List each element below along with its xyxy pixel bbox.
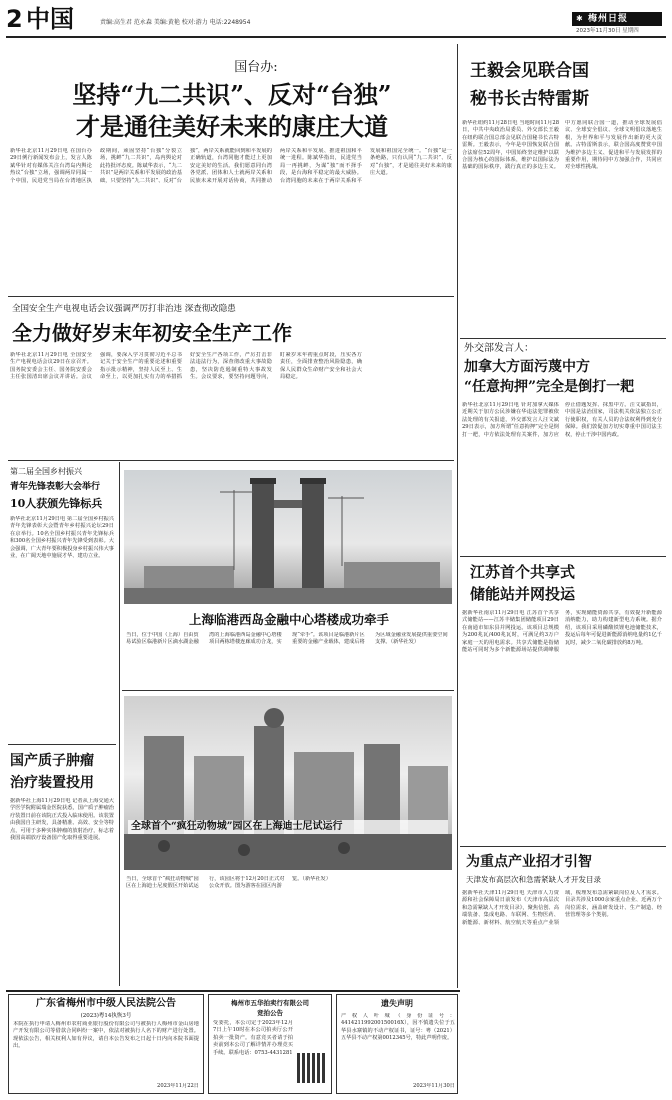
column-divider [119,462,120,986]
divider [460,846,666,847]
masthead-rule [6,36,666,38]
zhongliu-body: 据新华社上海11月29日电 记者从上海交通大学医学院附属瑞金医院获悉，国产质子肿瘤治疗装置日前在该院正式投入临床使用。该装置由我国自主研发，具备精准、高效、安全等特点，可用于多种实体肿瘤的放射治疗，标志着我国高端放疗设备国产化取得重要进展。 [10,798,114,842]
qr-code-icon [297,1053,327,1083]
divider [460,556,666,557]
auction-notice-body: 受委托，本公司定于2023年12月7日上午10时在本公司拍卖厅公开拍卖一批资产。有意竞买者请于拍卖前到本公司了解详情并办理竞买手续。联系电话：0753-4431281 [213,1020,293,1056]
newspaper-logo: 梅州日报 [588,14,629,24]
wangyi-headline-1: 王毅会见联合国 [470,61,589,81]
theme-park-icon [124,696,452,870]
photo1-title: 上海临港西岛金融中心塔楼成功牵手 [188,612,389,627]
divider [122,690,454,691]
qingnian-body: 新华社北京11月29日电 第二届全国乡村振兴青年先锋表彰大会暨青年乡村振兴论坛29日在京举行。10名全国乡村振兴青年先锋标兵和300名全国乡村振兴青年先锋受到表彰。大会强调，广大青年要积极投身乡村振兴伟大事业，在广阔天地中施展才华、建功立业。 [10,516,114,560]
wangyi-body: 新华社纽约11月28日电 当地时间11月28日，中共中央政治局委员、外交部长王毅在纽约联合国总部会见联合国秘书长古特雷斯。王毅表示，今年是中国恢复联合国合法席位52周年，中国始终坚定维护以联合国为核心的国际体系，维护以国际法为基础的国际秩序，践行真正的多边主义。中方愿同联合国一道，推动全球发展倡议、全球安全倡议、全球文明倡议落地生根，为世界和平与发展作出新的更大贡献。古特雷斯表示，联合国高度赞赏中国为维护多边主义、促进和平与发展发挥的重要作用，期待同中方加强合作，共同应对全球性挑战。 [462,120,662,171]
lost-notice [336,994,458,1094]
court-notice-body: 本院在执行申请人梅州市农村商业银行股份有限公司与被执行人梅州市金山房地产开发有限公司等借款合同纠纷一案中，依法对被执行人名下的财产进行处置。现依法公告，相关权利人如有异议，请自本公告发布之日起十日内向本院书面提出。 [13,1021,199,1050]
finance-tower-icon [124,470,452,604]
photo2-caption: 当日，全球首个“疯狂动物城”园区在上海迪士尼度假区开始试运行，该园区将于12月20日正式对公众开放。图为游客在园区内游览。（新华社发） [126,876,331,890]
lead-headline-1: 坚持“九二共识”、反对“台独” [72,80,392,109]
ads-rule [6,990,460,992]
zhaocai-subtitle: 天津发布高层次和急需紧缺人才开发目录 [466,875,601,884]
lost-notice-title: 遗失声明 [381,999,413,1008]
finance-tower-photo [124,470,452,604]
court-notice-number: (2023)粤14执恢3号 [80,1013,132,1019]
waijiao-kicker: 外交部发言人： [464,343,534,354]
jiangsu-headline-2: 储能站并网投运 [470,585,576,603]
lead-headline-2: 才是通往美好未来的康庄大道 [76,112,388,141]
divider [8,460,454,461]
waijiao-body: 新华社北京11月29日电 针对加拿大媒体近期关于加方公民涉嫌在华违法犯罪被依法处理的有关报道，外交部发言人汪文斌29日表示，加方所谓“任意拘押”完全是倒打一耙，中方依法处理有关案件，加方应停止借题发挥、抹黑中方。汪文斌指出，中国是法治国家，司法机关依法独立公正行使职权，有关人员的合法权利得到充分保障。我们敦促加方切实尊重中国司法主权，停止干涉中国内政。 [462,402,662,438]
zhongliu-headline-2: 治疗装置投用 [10,775,94,791]
section-title: 中国 [26,4,74,33]
lead-body: 新华社北京11月29日电 在国台办29日例行新闻发布会上，发言人陈斌华针对有媒体关注台湾岛内舆论热议“台独”立场，强调两岸同属一个中国，民进党当局在台湾地区执政期间，顽固坚持“台独”分裂立场，挑衅“九二共识”，岛内舆论对此持批评态度。陈斌华表示，“九二共识”是两岸关系和平发展的政治基础，只要坚持“九二共识”、反对“台独”，两岸关系就能回到和平发展的正确轨道，台湾同胞才能过上更加安定美好的生活。我们愿意同台湾各党派、团体和人士就两岸关系和民族未来开展对话协商，共同推动两岸关系和平发展、推进祖国和平统一进程。陈斌华指出，民进党当局一再挑衅，为谋“独”而不择手段，是台海和平稳定的最大威胁。台湾同胞的未来在于两岸关系和平发展和祖国完全统一。“台独”是一条绝路，只有认同“九二共识”、反对“台独”，才是通往美好未来的康庄大道。 [10,148,452,184]
waijiao-headline-2: “任意拘押”完全是倒打一耙 [464,379,635,395]
court-notice [8,994,204,1094]
masthead [6,4,666,34]
waijiao-headline-1: 加拿大方面污蔑中方 [464,359,590,375]
safety-headline: 全力做好岁末年初安全生产工作 [12,321,292,345]
jiangsu-body: 据新华社南京11月29日电 江苏首个共享式储能站——江苏丰储集团储能项目29日在南通市如东县并网投运。该项目总规模为200兆瓦/400兆瓦时，可满足约3万户家庭一天的用电需求。共享式储能是指储能站可同时为多个新能源场站提供调峰服务，实现储能资源共享，有效提升新能源消纳能力，助力构建新型电力系统。据介绍，该项目采用磷酸铁锂电池储能技术，投运后每年可促进新能源消纳电量约1亿千瓦时，减少二氧化碳排放约8万吨。 [462,610,662,654]
wangyi-headline-2: 秘书长古特雷斯 [470,89,589,109]
jiangsu-headline-1: 江苏首个共享式 [470,563,576,581]
qingnian-headline-1: 青年先锋表彰大会举行 [10,482,101,492]
lost-notice-date: 2023年11月30日 [413,1083,455,1089]
lost-notice-body: 产权人叶城（身份证号：441421199200150016X），因不慎遗失位于五华县水寨镇的不动产权证书，证号：粤（2021）五华县不动产权第0012345号，特此声明作废。 [341,1013,455,1042]
auction-notice-title: 梅州市五华拍卖行有限公司 [231,999,309,1007]
column-divider [457,44,458,988]
qingnian-headline-2: 10人获颁先锋标兵 [10,497,103,510]
court-notice-date: 2023年11月22日 [157,1083,199,1089]
page-number: 2 [6,5,23,33]
qingnian-kicker: 第二届全国乡村振兴 [10,467,82,476]
zhaocai-headline: 为重点产业招才引智 [466,854,592,870]
logo-icon: ✱ [576,14,583,23]
divider [8,296,454,297]
logo-box [572,12,662,26]
staff-line: 责编:高生君 范永森 美编:黄艳 校对:游力 电话:2248954 [100,19,251,26]
divider [8,744,116,745]
divider [460,338,666,339]
auction-notice-subtitle: 竞拍公告 [257,1009,283,1017]
court-notice-title: 广东省梅州市中级人民法院公告 [36,998,176,1009]
photo1-caption: 当日，位于中国（上海）自由贸易试验区临港新片区滴水湖金融湾的上海临港西岛金融中心塔楼项目两栋塔楼连廊成功合龙，实现“牵手”。该项目是临港新片区重要的金融产业载体，建成后将为区域金融业发展提供重要空间支撑。（新华社发） [126,632,448,646]
photo2-title: 全球首个“疯狂动物城”园区在上海迪士尼试运行 [128,820,448,834]
zhaocai-body: 据新华社天津11月29日电 天津市人力资源和社会保障局日前发布《天津市高层次和急需紧缺人才开发目录》，聚焦信创、高端装备、集成电路、车联网、生物医药、新能源、新材料、航空航天等重点产业领域，梳理发布急需紧缺岗位及人才需求。目录共涉及1000余家重点企业、近两万个岗位需求，涵盖研发设计、生产制造、经营管理等多个类别。 [462,890,662,926]
auction-notice [208,994,332,1094]
lead-kicker: 国台办: [234,60,278,75]
zootopia-park-photo [124,696,452,870]
safety-body: 新华社北京11月29日电 全国安全生产电视电话会议29日在京召开。国务院安委会主任、国务院安委会主任张国清出席会议并讲话。会议强调，要深入学习贯彻习近平总书记关于安全生产的重要论述和重要指示批示精神，坚持人民至上、生命至上，以更加扎实有力的举措抓好安全生产各项工作，严厉打击非法违法行为，深查彻改重大事故隐患，坚决防范遏制重特大事故发生。会议要求，要坚持问题导向，盯紧岁末年初重点时段，压实各方责任，全面排查整治风险隐患，确保人民群众生命财产安全和社会大局稳定。 [10,352,362,381]
safety-kicker: 全国安全生产电视电话会议强调严厉打非治违 深查彻改隐患 [12,304,236,314]
zhongliu-headline-1: 国产质子肿瘤 [10,753,94,769]
issue-date: 2023年11月30日 星期四 [576,28,639,34]
